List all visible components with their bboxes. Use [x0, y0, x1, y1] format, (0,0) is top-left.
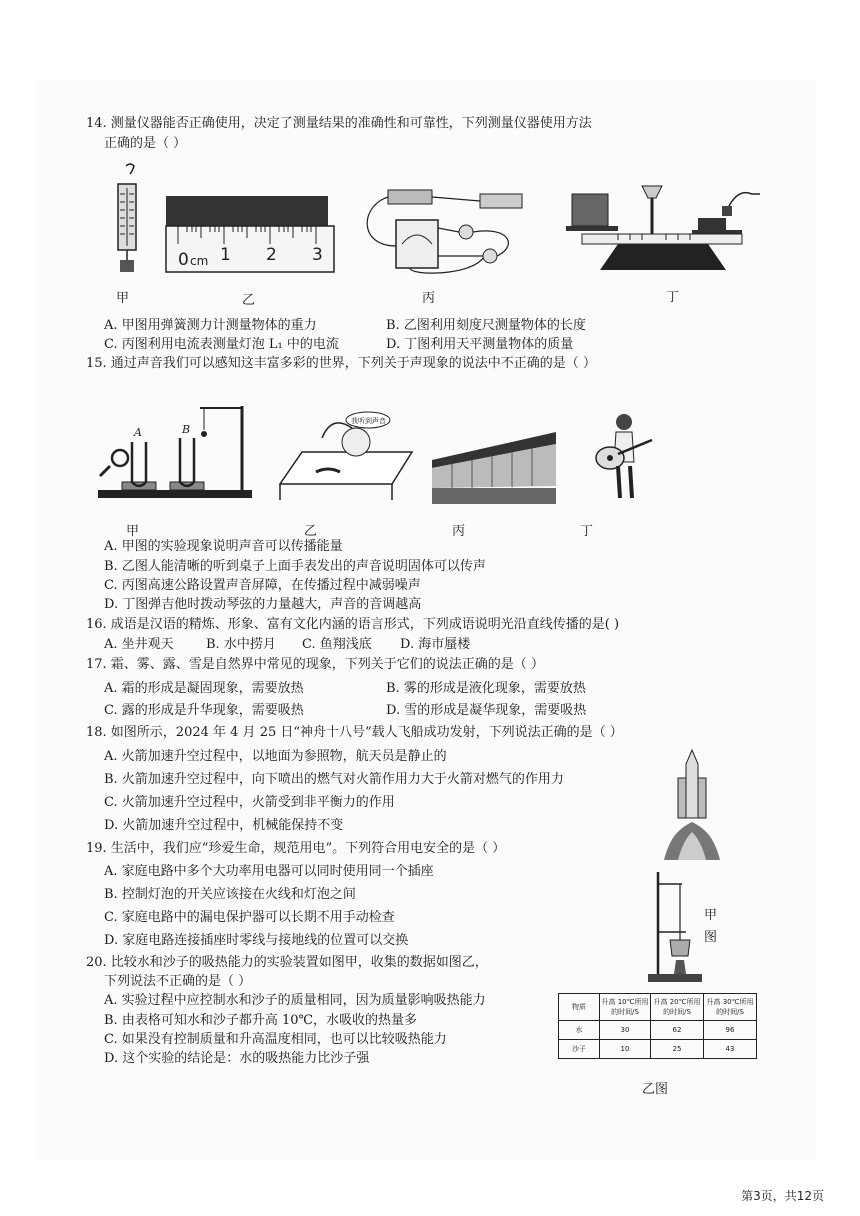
q20-option-a: A. 实验过程中应控制水和沙子的质量相同，因为质量影响吸热能力 [104, 993, 486, 1008]
q15-noise-barrier-figure [432, 426, 558, 506]
table-row [559, 1040, 757, 1059]
q17-option-a: A. 霜的形成是凝固现象，需要放热 [104, 681, 304, 696]
q14-balance-figure [558, 178, 768, 274]
table-row [559, 1021, 757, 1040]
q16-option-d: D. 海市蜃楼 [400, 637, 471, 652]
table-header-cell: 升高 20℃所用的时间/S [651, 994, 704, 1021]
q17-option-b: B. 雾的形成是液化现象，需要放热 [386, 681, 586, 696]
q14-stem-line2: 正确的是（ ） [104, 136, 187, 151]
table-cell: 96 [704, 1021, 757, 1040]
ruler-unit-cm: cm [190, 254, 209, 268]
table-header-row [559, 994, 757, 1021]
q18-option-c: C. 火箭加速升空过程中，火箭受到非平衡力的作用 [104, 795, 395, 810]
q18-option-d: D. 火箭加速升空过程中，机械能保持不变 [104, 818, 344, 833]
q20-data-table [558, 993, 757, 1059]
q20-apparatus-figure [640, 870, 702, 986]
q15-option-b: B. 乙图人能清晰的听到桌子上面手表发出的声音说明固体可以传声 [104, 559, 486, 574]
q20-label-yi: 乙图 [642, 1082, 669, 1097]
fork-label-b: B [182, 423, 191, 436]
q20-label-jia-2: 图 [704, 930, 718, 945]
q14-label-jia: 甲 [116, 291, 130, 306]
q16-stem: 16. 成语是汉语的精炼、形象、富有文化内涵的语言形式，下列成语说明光沿直线传播的是( ) [86, 617, 620, 632]
q17-option-d: D. 雪的形成是凝华现象，需要吸热 [386, 703, 587, 718]
q19-option-b: B. 控制灯泡的开关应该接在火线和灯泡之间 [104, 887, 356, 902]
q14-label-bing: 丙 [422, 291, 436, 306]
q20-option-d: D. 这个实验的结论是：水的吸热能力比沙子强 [104, 1051, 370, 1066]
q15-label-yi: 乙 [304, 524, 318, 539]
q20-stem-line1: 20. 比较水和沙子的吸热能力的实验装置如图甲，收集的数据如图乙， [86, 955, 488, 970]
q20-option-c: C. 如果没有控制质量和升高温度相同，也可以比较吸热能力 [104, 1032, 447, 1047]
q15-option-c: C. 丙图高速公路设置声音屏障，在传播过程中减弱噪声 [104, 578, 421, 593]
q20-label-jia-1: 甲 [704, 908, 718, 923]
q15-option-a: A. 甲图的实验现象说明声音可以传播能量 [104, 539, 343, 554]
q19-stem: 19. 生活中，我们应“珍爱生命，规范用电”。下列符合用电安全的是（ ） [86, 841, 506, 856]
q14-spring-scale-figure [108, 162, 148, 280]
fork-label-a: A [134, 426, 142, 439]
q18-option-b: B. 火箭加速升空过程中，向下喷出的燃气对火箭作用力大于火箭对燃气的作用力 [104, 772, 564, 787]
q15-tuning-fork-figure [96, 398, 254, 500]
ruler-tick-3: 3 [312, 245, 323, 265]
q19-option-a: A. 家庭电路中多个大功率用电器可以同时使用同一个插座 [104, 864, 434, 879]
q17-option-c: C. 露的形成是升华现象，需要吸热 [104, 703, 304, 718]
q18-option-a: A. 火箭加速升空过程中，以地面为参照物，航天员是静止的 [104, 749, 447, 764]
q14-label-yi: 乙 [242, 293, 256, 308]
table-header-cell: 物质 [559, 994, 600, 1021]
q15-stem: 15. 通过声音我们可以感知这丰富多彩的世界，下列关于声现象的说法中不正确的是（ ） [86, 356, 596, 371]
q14-option-a: A. 甲图用弹簧测力计测量物体的重力 [104, 318, 317, 333]
ruler-tick-2: 2 [266, 245, 277, 265]
q15-label-jia: 甲 [126, 524, 140, 539]
ruler-tick-1: 1 [220, 245, 231, 265]
table-cell: 43 [704, 1040, 757, 1059]
q16-option-a: A. 坐井观天 [104, 637, 174, 652]
q16-option-c: C. 鱼翔浅底 [302, 637, 372, 652]
q19-option-d: D. 家庭电路连接插座时零线与接地线的位置可以交换 [104, 933, 409, 948]
q17-stem: 17. 霜、雾、露、雪是自然界中常见的现象，下列关于它们的说法正确的是（ ） [86, 657, 544, 672]
ruler-tick-0: 0 [178, 250, 189, 270]
q16-option-b: B. 水中捞月 [206, 637, 276, 652]
q19-option-c: C. 家庭电路中的漏电保护器可以长期不用手动检查 [104, 910, 395, 925]
q14-circuit-figure [350, 186, 528, 276]
q18-rocket-figure [660, 748, 724, 864]
page-footer: 第3页，共12页 [741, 1189, 824, 1203]
q15-guitar-player-figure [592, 410, 656, 506]
table-cell: 25 [651, 1040, 704, 1059]
table-cell: 沙子 [559, 1040, 600, 1059]
table-cell: 水 [559, 1021, 600, 1040]
q14-option-d: D. 丁图利用天平测量物体的质量 [386, 337, 574, 352]
table-cell: 62 [651, 1021, 704, 1040]
q14-stem-line1: 14. 测量仪器能否正确使用，决定了测量结果的准确性和可靠性，下列测量仪器使用方法 [86, 116, 592, 131]
q15-option-d: D. 丁图弹吉他时拨动琴弦的力量越大，声音的音调越高 [104, 597, 422, 612]
q14-ruler-figure [164, 192, 336, 274]
table-header-cell: 升高 30℃所用的时间/S [704, 994, 757, 1021]
q18-stem: 18. 如图所示，2024 年 4 月 25 日“神舟十八号”载人飞船成功发射，下列说法正确的是（ ） [86, 725, 623, 740]
q15-label-bing: 丙 [452, 524, 466, 539]
q15-ear-on-table-figure [276, 408, 414, 504]
table-cell: 10 [600, 1040, 651, 1059]
q20-stem-line2: 下列说法不正确的是（ ） [104, 974, 252, 989]
q14-option-c: C. 丙图利用电流表测量灯泡 L₁ 中的电流 [104, 337, 339, 352]
table-header-cell: 升高 10℃所用的时间/S [600, 994, 651, 1021]
q14-label-ding: 丁 [666, 290, 680, 305]
q15-label-ding: 丁 [580, 524, 594, 539]
q20-option-b: B. 由表格可知水和沙子都升高 10℃，水吸收的热量多 [104, 1013, 418, 1028]
q14-option-b: B. 乙图利用刻度尺测量物体的长度 [386, 318, 586, 333]
q15-bubble-text: 我听到声音 [351, 417, 386, 425]
table-cell: 30 [600, 1021, 651, 1040]
